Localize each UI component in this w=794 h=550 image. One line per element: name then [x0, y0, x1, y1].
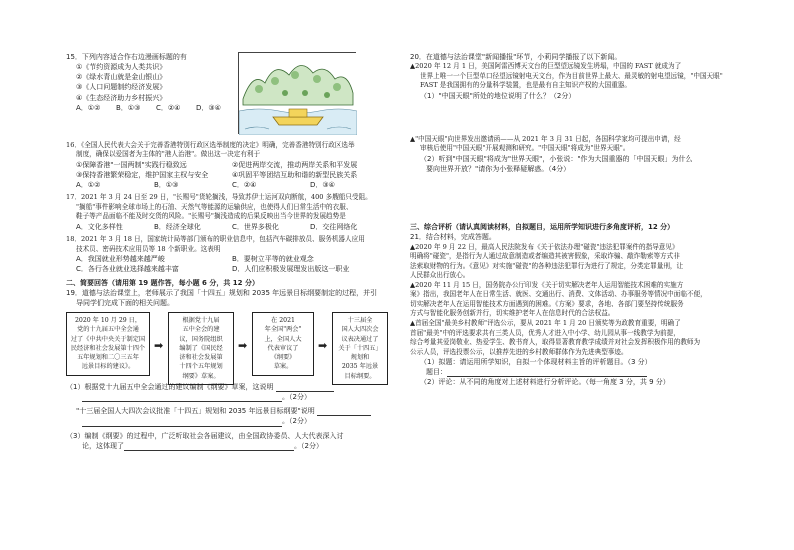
q19-sub3: （3）编制《纲要》的过程中，广泛听取社会各届建议，由全国政协委员、人大代表深入讨: [66, 431, 344, 440]
q18-options-row1: A．我国就业形势越来越严峻 B．要树立平等的就业观念: [76, 255, 314, 264]
q21-title: 21．结合材料，完成答题。: [410, 233, 496, 242]
section-3-heading: 三、综合评析（请认真阅读材料，自拟题目，运用所学知识进行多角度评析，12 分）: [410, 223, 675, 232]
q20-title: 20．在道德与法治课堂"新闻播报"环节，小莉同学播报了以下新闻。: [410, 53, 622, 61]
q21-sub1: （1）拟题：请运用所学知识，自拟一个体现材料主旨的评析题目。（3 分）: [420, 358, 652, 367]
q21-para-1: ▲2020 年 9 月 22 日，最高人民法院发布《关于依法办理"碰瓷"违法犯罪案件的指导意见》 明确将"碰瓷"，是指行为人通过故意制造或者编造其被害假象，采取诈骗、敲诈勒索等方式非 法索取财物的行为。《意见》对实施"碰瓷"的各种违法犯罪行为进行了规定，分类定罪量刑，让 人民群众出行放心。: [410, 242, 684, 280]
flow-box-3: 在 2021 年全国"两会" 上，全国人大 代表审议了 《纲要》 草案。: [252, 312, 314, 376]
q15-options: [66, 103, 236, 113]
q15-item: ③《人口问题制约经济发展》: [76, 83, 167, 92]
answer-blank[interactable]: [317, 408, 371, 416]
flow-box-1: 2020 年 10 月 29 日， 党的十九届五中全会通 过了《中共中央关于制定国 民经济和社会发展第十四个 五年规划和二〇三五年 远景目标的建议》。: [66, 312, 150, 376]
process-flow: [66, 312, 388, 378]
q19-sub1: （1）根据党十九届五中全会通过的建议编制《纲要》草案，这说明: [66, 382, 388, 392]
q17-stem: 17．2021 年 3 月 24 日至 29 日，"长赐号"货轮搁浅，导致苏伊士运河双向断航，400 多艘船只受阻。 "搁船"事件影响全球市场上的石油、天然气等能源的运输供应，也使得人们日常生活中的衣服、 鞋子等产品面临不能及时交货的风险。"长赐号"搁浅造成的后果反映出当今世界的发展趋势是: [66, 193, 372, 221]
flow-box-4: 十三届全 国人大四次会 议表决通过了 关于「十四五」 规划和 2035 年远景 目标纲要。: [332, 312, 388, 385]
answer-blank[interactable]: [276, 384, 334, 392]
q18-options-row2: C．各行各业就业选择越来越丰富 D．人们应积极发展理发出版这一职业: [76, 265, 350, 274]
q19-line: 19．道德与法治课堂上，老师展示了我国「十四五」规划和 2035 年远景目标纲要制定的过程，并引: [66, 288, 378, 297]
cartoon-image: [238, 52, 356, 134]
option-a: A．①②: [76, 103, 101, 112]
section-2-heading: 二、简要回答（请用第 19 题作答，每小题 6 分，共 12 分）: [66, 278, 259, 287]
arrow-right-icon: ➡: [318, 338, 328, 352]
q19-sub2: "十三届全国人大四次会议批准「十四五」规划和 2035 年远景目标纲要"说明: [66, 406, 388, 416]
answer-blank[interactable]: [124, 443, 294, 451]
title-answer-blank[interactable]: [447, 369, 647, 377]
arrow-right-icon: ➡: [238, 338, 248, 352]
q16-options: A．①② B．①③ C．②④ D．③④: [76, 181, 335, 190]
q19-line: 导同学们完成下面的相关问题。: [76, 298, 174, 307]
option-d: D．③④: [196, 103, 221, 112]
q17-options: A．文化多样性 B．经济全球化 C．世界多极化 D．交往网络化: [76, 223, 358, 231]
q20-news-2: ▲"中国天眼"向世界发出邀请函——从 2021 年 3 月 31 日起，各国科学家均可提出申请，经 审核后使用"中国天眼"开展观测和研究。"中国天眼"将成为"世界天眼"。: [410, 134, 681, 153]
q21-para-2: ▲2020 年 11 月 15 日，国务院办公厅印发《关于切实解决老年人运用智能技术困难的实施方 案》指出，我国老年人在日常生活、就医、交通出行、消费、文体活动、办事服务等情况中面临不便， 切实解决老年人在运用智能技术方面遇到的困难。《方案》要求，各地、各部门要坚持传统服务 方式与智能化服务创新并行，切实维护老年人在信息时代的合法权益。: [410, 280, 707, 318]
q18-stem: 18．2021 年 3 月 18 日，国家统计局等部门颁布的职业信息中，包括汽车碳排放员、服务机器人应用 技术员、密码技术应用员等 18 个新职业。这表明: [66, 235, 365, 253]
flow-box-2: 根据党十九届 五中全会的建 议，国务院组织 编制了《国民经 济和社会发展第 十四个五年规划 纲要》草案。: [168, 312, 234, 385]
q21-sub2: （2）评论：从不同的角度对上述材料进行分析评论。（每一角度 3 分，共 9 分）: [420, 378, 670, 387]
q15-item: ②《绿水青山就是金山银山》: [76, 73, 167, 82]
option-c: C．②④: [156, 103, 181, 112]
q20-sub2-cont: 要向世界开放？"请你为小张释疑解惑。（4分）: [426, 165, 571, 174]
q15-item: ④《生态经济助力乡村振兴》: [76, 93, 167, 102]
q19-sub2-line: 。（2分）: [66, 416, 388, 426]
q20-news-1: ▲2020 年 12 月 1 日，美国阿雷西博天文台的巨型望远镜发生坍塌，中国的 FAST 就成为了 世界上唯一一个巨型单口径望远镜射电天文台，作为目前世界上最大、最灵敏的射电望远镜，"中国天眼" FAST 是我国拥有的分量科学装置，也是最有自主知识产权的大国重器。: [410, 62, 723, 90]
q20-sub2: （2）听到"中国天眼"将成为"世界天眼"，小张说："作为大国重器的「中国天眼」为什么: [420, 155, 693, 164]
q16-items-row2: ③保持香港繁荣稳定，维护国家主权与安全 ④巩固平等团结互助和谐的新型民族关系: [76, 171, 358, 180]
arrow-right-icon: ➡: [154, 338, 164, 352]
q19-sub3-line: 论，这体现了 。（2分）: [82, 441, 323, 450]
q21-title-line: 题目：: [410, 367, 740, 377]
q16-items-row1: ①保障香港"一国两制"实践行稳致远 ②促进两岸交流，推动两岸关系和平发展: [76, 160, 358, 169]
option-b: B．①③: [116, 103, 141, 112]
q21-para-3: ▲首届全国"最美乡村教师"评选公示，要从 2021 年 1 月 20 日颁奖等为政教育重要，明确了 首届"最美"中的评选要求共有三类人员，优秀人才进入中小学、幼儿园从事一线教学为前提， 综合考量其爱岗敬业、热爱学生、教书育人，取得显著教育教学成绩并对社会发挥积极作用的教师为 公示人员，评选投票公示，以推荐先进的乡村教师群体作为先进典型事迹。: [410, 318, 701, 356]
q15-stem: 15．下列内容适合作右边漫画标题的有: [66, 53, 187, 61]
q20-sub1: （1）"中国天眼"所处的地位说明了什么？（2分）: [420, 91, 576, 100]
q16-stem: 16．《全国人民代表大会关于完善香港特别行政区选举制度的决定》明确，完善香港特别行政区选举 制度，确保以爱国者为主体的"港人治港"。做出这一决定有利于: [66, 140, 355, 159]
q19-sub1-line: 。（2分）: [66, 392, 388, 402]
answer-blank[interactable]: [82, 394, 282, 402]
right-column: [410, 52, 740, 388]
answer-blank[interactable]: [82, 419, 282, 427]
q15-item: ①《节约资源成为人类共识》: [76, 63, 167, 72]
